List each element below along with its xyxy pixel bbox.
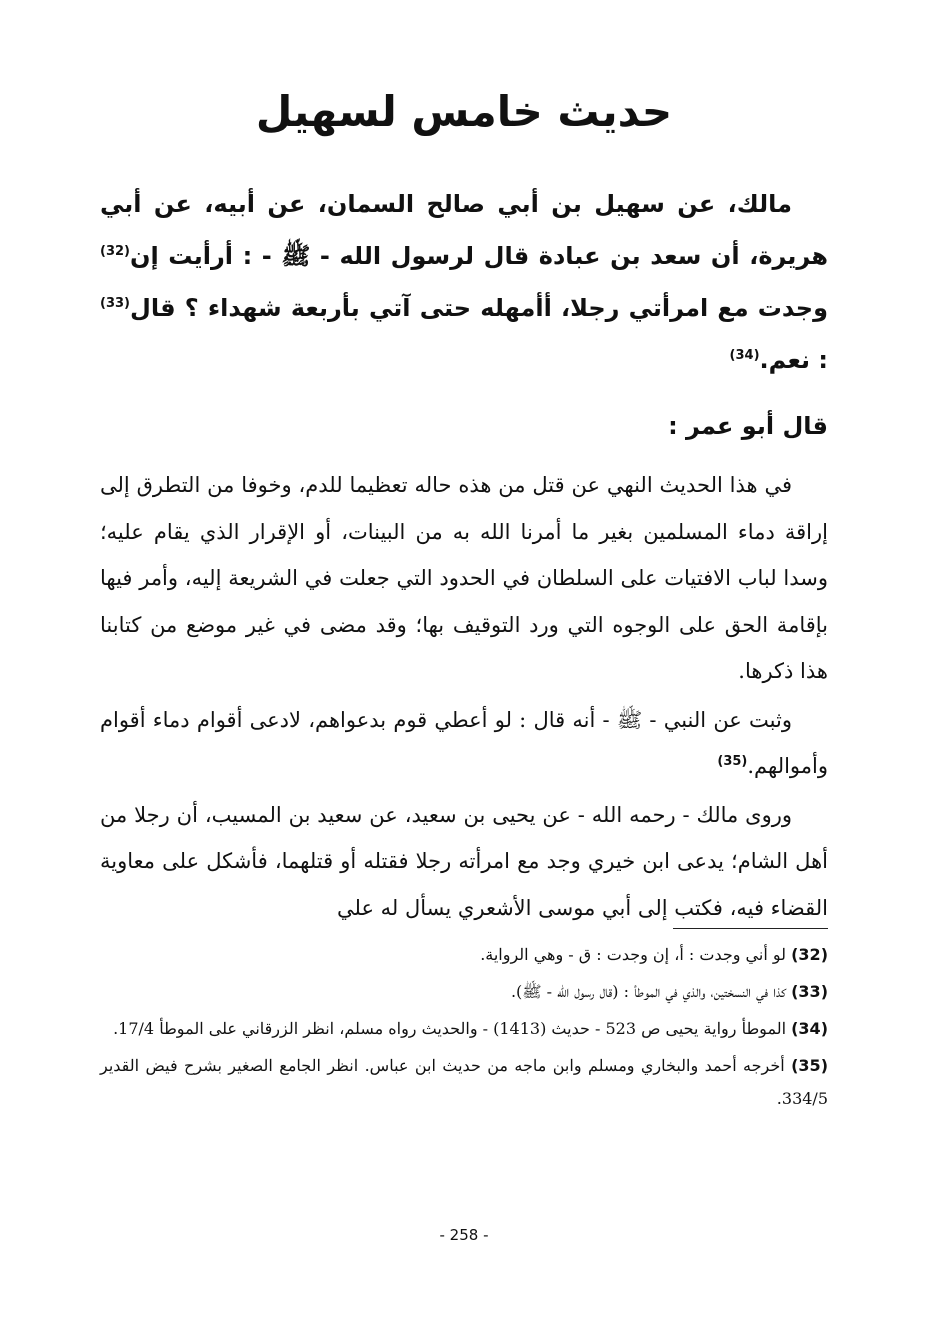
footnote-ref-35[interactable]: (35) <box>717 754 748 769</box>
footnotes <box>100 938 828 1119</box>
chapter-title: حديث خامس لسهيل <box>255 87 673 136</box>
commentary <box>100 462 828 933</box>
footnote-ref-34[interactable]: (34) <box>729 348 760 363</box>
footnote-35 <box>100 1049 828 1115</box>
footnote-ref-33[interactable]: (33) <box>100 296 130 311</box>
hadith-part-1: مالك، عن سهيل بن أبي صالح السمان، عن أبيه، عن أبي هريرة، أن سعد بن عبادة قال لرسول الله - ﷺ - : أرأيت إن <box>100 190 828 270</box>
footnote-number: (33) <box>791 982 828 1001</box>
hadith-part-3: : نعم. <box>759 346 828 374</box>
footnote-33 <box>100 975 828 1008</box>
commentary-paragraph-2-text: وثبت عن النبي - ﷺ - أنه قال : لو أعطي قوم بدعواهم، لادعى أقوام دماء أقوام وأموالهم. <box>100 707 828 778</box>
footnote-number: (34) <box>791 1019 828 1038</box>
footnote-34 <box>100 1012 828 1045</box>
footnote-ref-32[interactable]: (32) <box>100 244 130 259</box>
footnote-text: لو أني وجدت : أ، إن وجدت : ق - وهي الرواية. <box>480 945 787 964</box>
section-heading-abu-omar: قال أبو عمر : <box>668 412 828 440</box>
commentary-paragraph-3: وروى مالك - رحمه الله - عن يحيى بن سعيد، عن سعيد بن المسيب، أن رجلا من أهل الشام؛ يدعى ابن خيري وجد مع امرأته رجلا فقتله أو قتلهما، فأشكل على معاوية القضاء فيه، فكتب إلى أبي موسى الأشعري يسأل له علي <box>100 802 828 920</box>
footnote-text: الموطأ رواية يحيى ص 523 - حديث (1413) - والحديث رواه مسلم، انظر الزرقاني على الموطأ 17/4. <box>113 1019 787 1038</box>
hadith-part-2: وجدت مع امرأتي رجلا، أأمهله حتى آتي بأربعة شهداء ؟ قال <box>130 294 828 322</box>
commentary-paragraph-2 <box>100 697 828 790</box>
footnote-separator <box>673 928 828 929</box>
footnote-32 <box>100 938 828 971</box>
hadith-text <box>100 178 828 386</box>
footnote-text: كذا في النسختين، والذي في الموطأ : (قال رسول الله - ﷺ). <box>510 982 787 1001</box>
footnote-text: أخرجه أحمد والبخاري ومسلم وابن ماجه من حديث ابن عباس. انظر الجامع الصغير بشرح فيض القدير 334/5. <box>100 1056 828 1108</box>
footnote-number: (32) <box>791 945 828 964</box>
footnote-number: (35) <box>791 1056 828 1075</box>
page-number: - 258 - <box>439 1226 489 1244</box>
commentary-paragraph-1: في هذا الحديث النهي عن قتل من هذه حاله تعظيما للدم، وخوفا من التطرق إلى إراقة دماء المسلمين بغير ما أمرنا الله به من البينات، أو الإقرار الذي يقام عليه؛ وسدا لباب الافتيات على السلطان في الحدود التي جعلت في الشريعة إليه، وأمر فيها بإقامة الحق على الوجوه التي ورد التوقيف بها؛ وقد مضى في غير موضع من كتابنا هذا ذكرها. <box>100 473 828 683</box>
